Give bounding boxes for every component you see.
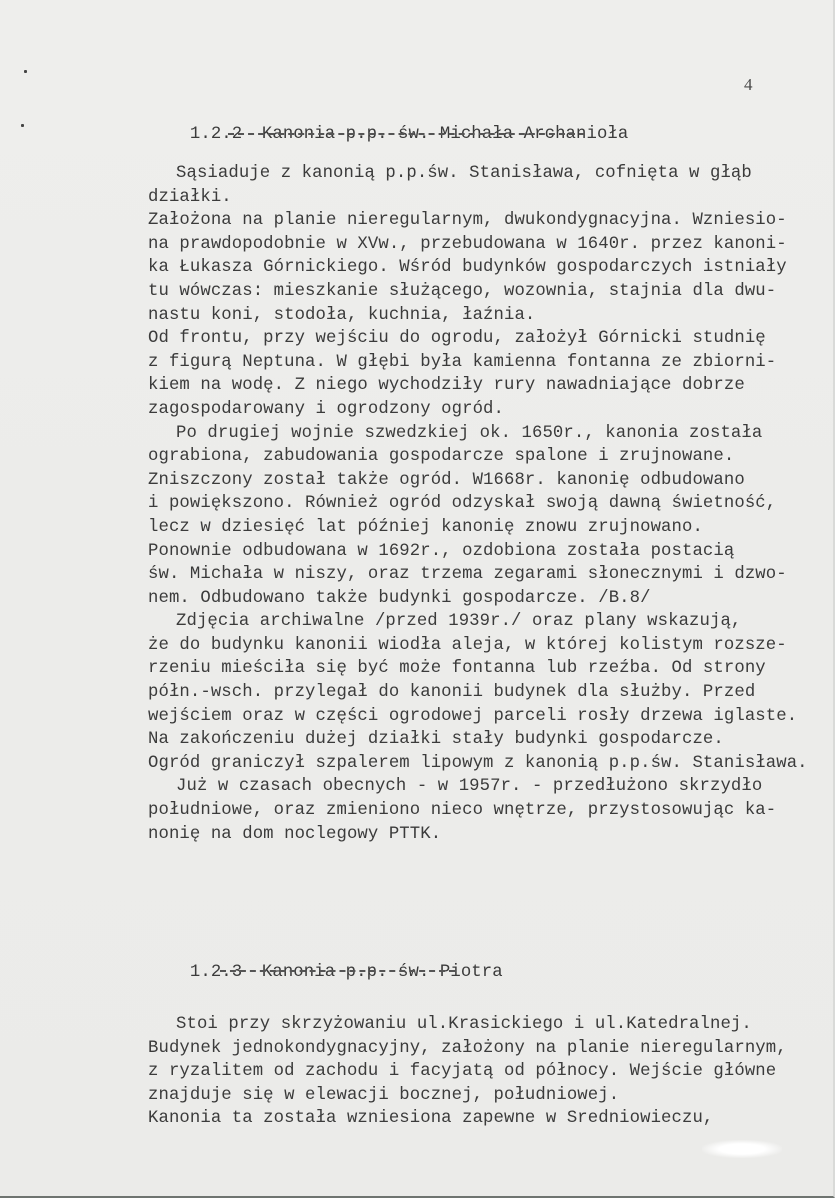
section-body xyxy=(148,1013,787,1131)
section-number: 1.2.3 xyxy=(189,963,243,982)
text-line: półn.-wsch. przylegał do kanonii budynek dla służby. Przed xyxy=(148,683,756,703)
text-line: Założona na planie nieregularnym, dwukondygnacyjna. Wzniesio- xyxy=(148,211,787,231)
text-line: św. Michała w niszy, oraz trzema zegarami słonecznymi i dzwo- xyxy=(148,565,787,585)
text-line: nonię na dom noclegowy PTTK. xyxy=(148,824,442,844)
section-body xyxy=(148,162,808,846)
text-line: lecz w dziesięć lat później kanonię znowu zrujnowano. xyxy=(148,517,703,537)
text-line: Sąsiaduje z kanonią p.p.św. Stanisława, cofnięta w głąb xyxy=(176,164,752,183)
section-title: Kanonia p.p. św. Piotra xyxy=(261,963,503,982)
text-line: Ponownie odbudowana w 1692r., ozdobiona została postacią xyxy=(148,541,735,561)
text-line: i powiększono. Również ogród odzyskał swoją dawną świetność, xyxy=(148,494,777,514)
margin-mark xyxy=(21,124,24,127)
heading-underline xyxy=(228,133,585,135)
text-line: Stoi przy skrzyżowaniu ul.Krasickiego i ul.Katedralnej. xyxy=(176,1015,752,1034)
section-number: 1.2.2 xyxy=(189,125,243,144)
text-line: Zniszczony został także ogród. W1668r. kanonię odbudowano xyxy=(148,470,745,490)
scan-smudge xyxy=(702,1140,782,1158)
text-line: zagospodarowany i ogrodzony ogród. xyxy=(148,399,504,419)
heading-underline xyxy=(220,970,455,972)
text-line: rzeniu mieściła się być może fontanna lub rzeźba. Od strony xyxy=(148,659,766,679)
text-line: Kanonia ta została wzniesiona zapewne w Sredniowieczu, xyxy=(148,1109,714,1129)
text-line: na prawdopodobnie w XVw., przebudowana w 1640r. przez kanoni- xyxy=(148,234,787,254)
text-line: nastu koni, stodoła, kuchnia, łaźnia. xyxy=(148,305,536,325)
text-line: południowe, oraz zmieniono nieco wnętrze, przystosowując ka- xyxy=(148,801,777,821)
text-line: Po drugiej wojnie szwedzkiej ok. 1650r., kanonia została xyxy=(176,423,763,443)
section-heading xyxy=(148,944,503,1001)
text-line: z figurą Neptuna. W głębi była kamienna fontanna ze zbiorni- xyxy=(148,352,777,372)
text-line: z ryzalitem od zachodu i facyjatą od północy. Wejście główne xyxy=(148,1062,777,1082)
text-line: działki. xyxy=(148,187,232,207)
text-line: że do budynku kanonii wiodła aleja, w której kolistym rozsze- xyxy=(148,635,787,655)
text-line: ka Łukasza Górnickiego. Wśród budynków gospodarczych istniały xyxy=(148,258,787,278)
text-line: Już w czasach obecnych - w 1957r. - przedłużono skrzydło xyxy=(176,777,763,797)
text-line: Budynek jednokondygnacyjny, założony na planie nieregularnym, xyxy=(148,1038,787,1058)
text-line: Zdjęcia archiwalne /przed 1939r./ oraz plany wskazują, xyxy=(176,612,742,632)
text-line: znajduje się w elewacji bocznej, południowej. xyxy=(148,1085,620,1105)
text-line: ograbiona, zabudowania gospodarcze spalone i zrujnowane. xyxy=(148,447,735,467)
text-line: tu wówczas: mieszkanie służącego, wozownia, stajnia dla dwu- xyxy=(148,281,777,301)
margin-mark xyxy=(24,70,27,73)
text-line: Na zakończeniu dużej działki stały budynki gospodarcze. xyxy=(148,730,724,750)
section-title: Kanonia p.p. św. Michała Archanioła xyxy=(261,125,629,144)
text-line: Ogród graniczył szpalerem lipowym z kanonią p.p.św. Stanisława. xyxy=(148,753,808,773)
text-line: wejściem oraz w części ogrodowej parceli rosły drzewa iglaste. xyxy=(148,706,798,726)
page-number: 4 xyxy=(744,75,753,94)
text-line: nem. Odbudowano także budynki gospodarcze. /B.8/ xyxy=(148,588,651,608)
text-line: kiem na wodę. Z niego wychodziły rury nawadniające dobrze xyxy=(148,376,745,396)
text-line: Od frontu, przy wejściu do ogrodu, założył Górnicki studnię xyxy=(148,329,766,349)
